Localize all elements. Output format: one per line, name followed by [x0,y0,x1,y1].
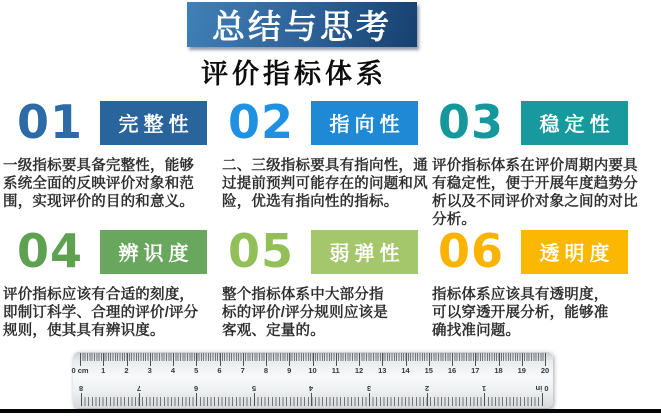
card-recognizability [3,224,203,340]
ruler-cm-label: 9 [287,366,292,375]
ruler-cm-label: 1 [101,366,106,375]
ruler-inch-tick [311,393,312,406]
ruler-cm-tick [80,353,81,366]
card-number: 01 [17,95,84,149]
card-number: 04 [17,224,84,278]
ruler-inch-label: 1 [482,384,487,393]
ruler-cm-tick [475,353,476,366]
card-label: 稳定性 [539,114,615,136]
card-label-box [311,230,418,274]
card-description: 评价指标体系在评价周期内要具有稳定性，便于开展年度趋势分析以及不同评价对象之间的对比分析。 [432,158,638,228]
ruler-inch-tick [139,393,140,406]
card-number: 02 [228,95,295,149]
ruler-cm-tick [336,353,337,366]
card-label-box [100,101,207,145]
card-label-box [521,101,628,145]
ruler-cm-label: 19 [517,366,526,375]
ruler-cm-tick [452,353,453,366]
card-description: 整个指标体系中大部分指标的评价/评分规则应该是客观、定量的。 [222,287,388,339]
ruler-cm-label: 8 [263,366,269,375]
ruler-cm-label: 6 [217,366,222,375]
ruler-inch-tick [81,393,82,406]
ruler-inch-tick [196,393,197,406]
card-header [3,224,203,278]
ruler-cm-tick [173,353,174,366]
ruler-cm-tick [429,353,430,366]
card-transparency [432,224,654,340]
ruler-cm-label: 12 [354,366,364,375]
card-header [3,95,203,149]
ruler-cm-tick [499,353,500,366]
card-header [222,224,428,278]
ruler-cm-label: 7 [240,366,245,375]
ruler-cm-label: 0 cm [71,366,89,375]
ruler-cm-tick [220,353,221,366]
ruler-inch-tick [427,393,428,406]
title-banner [187,2,417,47]
ruler-cm-tick [382,353,383,366]
ruler-cm-tick [243,353,244,366]
ruler [73,351,553,408]
card-number: 03 [438,95,505,149]
card-header [432,95,654,149]
card-description: 一级指标要具备完整性，能够系统全面的反映评价对象和范围，实现评价的目的和意义。 [3,158,195,210]
banner-title: 总结与思考 [212,8,392,45]
ruler-cm-label: 20 [540,366,550,375]
ruler-cm-label: 3 [147,366,152,375]
ruler-inch-label: 8 [78,384,84,393]
ruler-inch-tick [542,393,543,406]
card-number: 06 [438,224,505,278]
ruler-inch-label: 6 [194,384,199,393]
ruler-cm-tick [289,353,290,366]
ruler-cm-label: 10 [308,366,317,375]
ruler-cm-tick [150,353,151,366]
ruler-cm-label: 16 [447,366,457,375]
page-title: 评价指标体系 [201,59,387,89]
ruler-cm-label: 15 [424,366,433,375]
card-low-elasticity [222,224,428,340]
ruler-cm-label: 5 [194,366,199,375]
ruler-inch-scale [73,382,553,408]
ruler-cm-label: 18 [494,366,503,375]
ruler-inch-tick [484,393,485,406]
card-number: 05 [228,224,295,278]
ruler-cm-tick [545,353,546,366]
ruler-cm-tick [127,353,128,366]
ruler-cm-tick [103,353,104,366]
ruler-cm-tick [359,353,360,366]
card-label: 指向性 [329,114,405,136]
ruler-inch-label: 2 [424,384,429,393]
ruler-cm-label: 13 [378,366,387,375]
card-label: 辨识度 [118,243,194,265]
card-directionality [222,95,428,211]
ruler-cm-scale [73,351,553,379]
ruler-cm-label: 2 [124,366,129,375]
ruler-inch-label: 0 in [535,384,549,393]
card-description: 二、三级指标要具有指向性，通过提前预判可能存在的问题和风险，优选有指向性的指标。 [222,158,428,210]
card-label: 透明度 [539,243,615,265]
ruler-inch-label: 7 [136,384,141,393]
ruler-inch-tick [254,393,255,406]
card-description: 评价指标应该有合适的刻度，即制订科学、合理的评价/评分规则，使其具有辨识度。 [3,287,199,339]
ruler-cm-tick [266,353,267,366]
ruler-cm-label: 11 [331,366,340,375]
ruler-cm-tick [196,353,197,366]
card-header [222,95,428,149]
ruler-inch-label: 4 [309,384,314,393]
ruler-cm-label: 17 [471,366,480,375]
card-description: 指标体系应该具有透明度，可以穿透开展分析，能够准确找准问题。 [432,287,609,339]
ruler-inch-label: 5 [251,384,256,393]
card-stability [432,95,654,229]
card-header [432,224,654,278]
card-label-box [521,230,628,274]
ruler-inch-label: 3 [366,384,372,393]
ruler-inch-tick [369,393,370,406]
ruler-cm-label: 4 [170,366,176,375]
ruler-cm-label: 14 [401,366,410,375]
card-label-box [311,101,418,145]
bottom-divider-bar [0,409,661,413]
ruler-cm-tick [406,353,407,366]
card-completeness [3,95,203,211]
ruler-cm-tick [522,353,523,366]
ruler-cm-tick [313,353,314,366]
card-label-box [100,230,207,274]
card-label: 弱弹性 [329,243,405,265]
card-label: 完整性 [118,114,194,136]
